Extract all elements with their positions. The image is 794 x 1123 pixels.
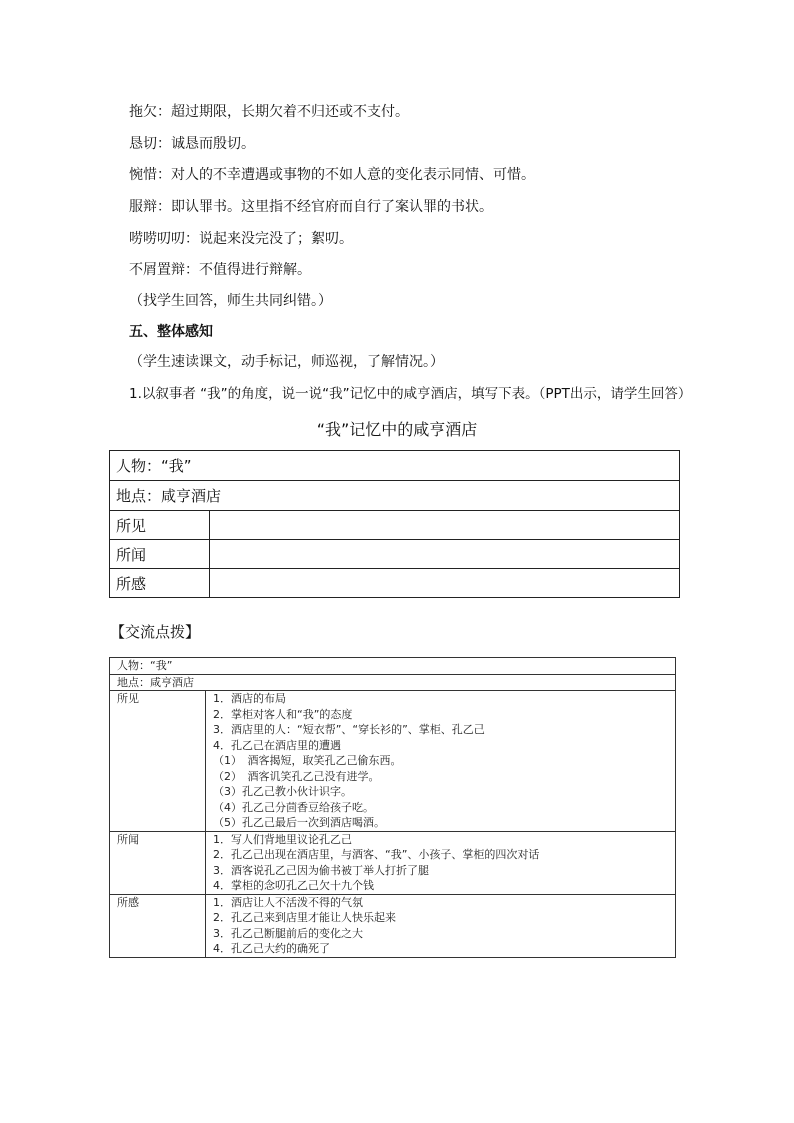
list-item: （5）孔乙己最后一次到酒店喝酒。 [213,816,385,829]
table-cell-person: 人物：“我” [110,451,680,481]
table-cell-place: 地点：咸亨酒店 [110,481,680,511]
heard-list [206,831,676,894]
row-label-heard: 所闻 [110,831,206,894]
task-text: 1.以叙事者 “我”的角度，说一说“我”记忆中的咸亨酒店，填写下表。（PPT出示，请学生回答） [129,386,692,402]
memory-table-answer [109,657,676,958]
list-item: 3．酒客说孔乙己因为偷书被丁举人打折了腿 [213,863,429,877]
felt-list [206,894,676,957]
list-item: 4．孔乙己在酒店里的遭遇 [213,738,341,752]
row-label-felt: 所感 [110,569,210,598]
glossary-entry: 唠唠叨叨：说起来没完没了；絮叨。 [129,231,353,247]
list-item: 1．写人们背地里议论孔乙己 [213,832,352,846]
list-item: 4．孔乙己大约的确死了 [213,942,330,955]
row-label-heard: 所闻 [110,540,210,569]
list-item: （4）孔乙己分茴香豆给孩子吃。 [213,800,374,814]
table-caption: “我”记忆中的咸亨酒店 [316,420,478,439]
list-item: （2） 酒客讥笑孔乙己没有进学。 [213,769,380,783]
memory-table-blank [109,450,680,598]
list-item: 3．酒店里的人：“短衣帮”、“穿长衫的”、掌柜、孔乙己 [213,723,485,736]
teacher-note: （找学生回答，师生共同纠错。） [129,293,332,309]
table-cell-person: 人物：“我” [110,658,676,675]
list-item: （3）孔乙己教小伙计识字。 [213,785,352,798]
table-cell-empty [210,511,680,540]
section-title: 五、整体感知 [129,324,213,340]
table-cell-empty [210,569,680,598]
glossary-entry: 恳切：诚恳而殷切。 [129,136,255,152]
list-item: 1．酒店让人不活泼不得的气氛 [213,895,363,909]
list-item: 2．掌柜对客人和“我”的态度 [213,707,353,721]
glossary-entry: 拖欠：超过期限，长期欠着不归还或不支付。 [129,104,409,120]
instruction-text: （学生速读课文，动手标记，师巡视，了解情况。） [129,354,444,370]
exchange-heading: 【交流点拨】 [110,623,201,641]
list-item: （1） 酒客揭短，取笑孔乙己偷东西。 [213,754,402,767]
table-cell-place: 地点：咸亨酒店 [110,674,676,691]
list-item: 4．掌柜的念叨孔乙己欠十九个钱 [213,879,374,892]
glossary-entry: 服辩：即认罪书。这里指不经官府而自行了案认罪的书状。 [129,199,493,215]
row-label-felt: 所感 [110,894,206,957]
list-item: 1．酒店的布局 [213,692,286,705]
list-item: 2．孔乙己来到店里才能让人快乐起来 [213,911,396,924]
row-label-seen: 所见 [110,691,206,832]
glossary-entry: 惋惜：对人的不幸遭遇或事物的不如人意的变化表示同情、可惜。 [129,167,535,183]
list-item: 3．孔乙己断腿前后的变化之大 [213,926,363,940]
table-cell-empty [210,540,680,569]
seen-list [206,691,676,832]
glossary-entry: 不屑置辩：不值得进行辩解。 [129,262,311,278]
list-item: 2．孔乙己出现在酒店里，与酒客、“我”、小孩子、掌柜的四次对话 [213,848,540,861]
row-label-seen: 所见 [110,511,210,540]
